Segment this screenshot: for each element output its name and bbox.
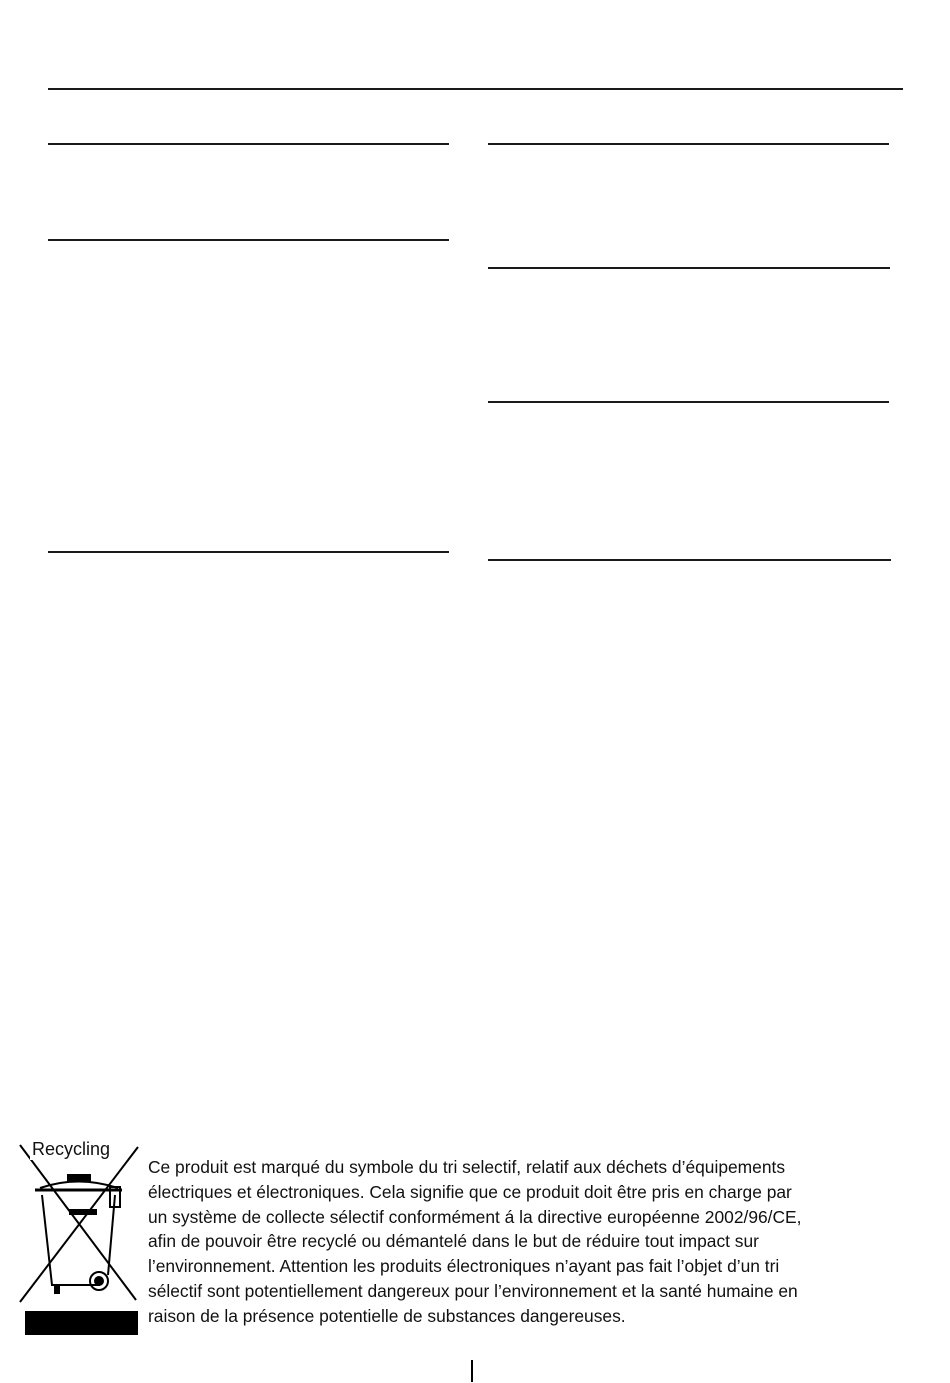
notice-line: Ce produit est marqué du symbole du tri selectif, relatif aux déchets d’équipements <box>148 1157 786 1177</box>
notice-line: l’environnement. Attention les produits électroniques n’ayant pas fait l’objet d’un tri <box>148 1256 780 1277</box>
notice-line: raison de la présence potentielle de substances dangereuses. <box>148 1305 626 1326</box>
recycling-label: Recycling <box>32 1139 111 1159</box>
right-section-divider-1 <box>488 143 889 145</box>
notice-line: un système de collecte sélectif conformément á la directive européenne 2002/96/CE, <box>148 1206 802 1227</box>
notice-line: afin de pouvoir être recyclé ou démantelé dans le but de réduire tout impact sur <box>148 1231 759 1252</box>
top-divider <box>48 88 903 90</box>
page-number-marker <box>471 1360 473 1382</box>
left-section-divider-1 <box>48 143 449 145</box>
recycling-notice <box>148 1155 938 1329</box>
crossed-out-wheelie-bin-icon <box>18 1135 142 1340</box>
left-section-divider-2 <box>48 239 449 241</box>
right-section-divider-2 <box>488 267 890 269</box>
right-section-divider-4 <box>488 559 891 561</box>
left-section-divider-3 <box>48 551 449 553</box>
right-section-divider-3 <box>488 401 889 403</box>
notice-line: sélectif sont potentiellement dangereux pour l’environnement et la santé humaine en <box>148 1280 798 1301</box>
separate-collection-bar <box>25 1311 138 1335</box>
notice-line: électriques et électroniques. Cela signifie que ce produit doit être pris en charge par <box>148 1181 792 1202</box>
